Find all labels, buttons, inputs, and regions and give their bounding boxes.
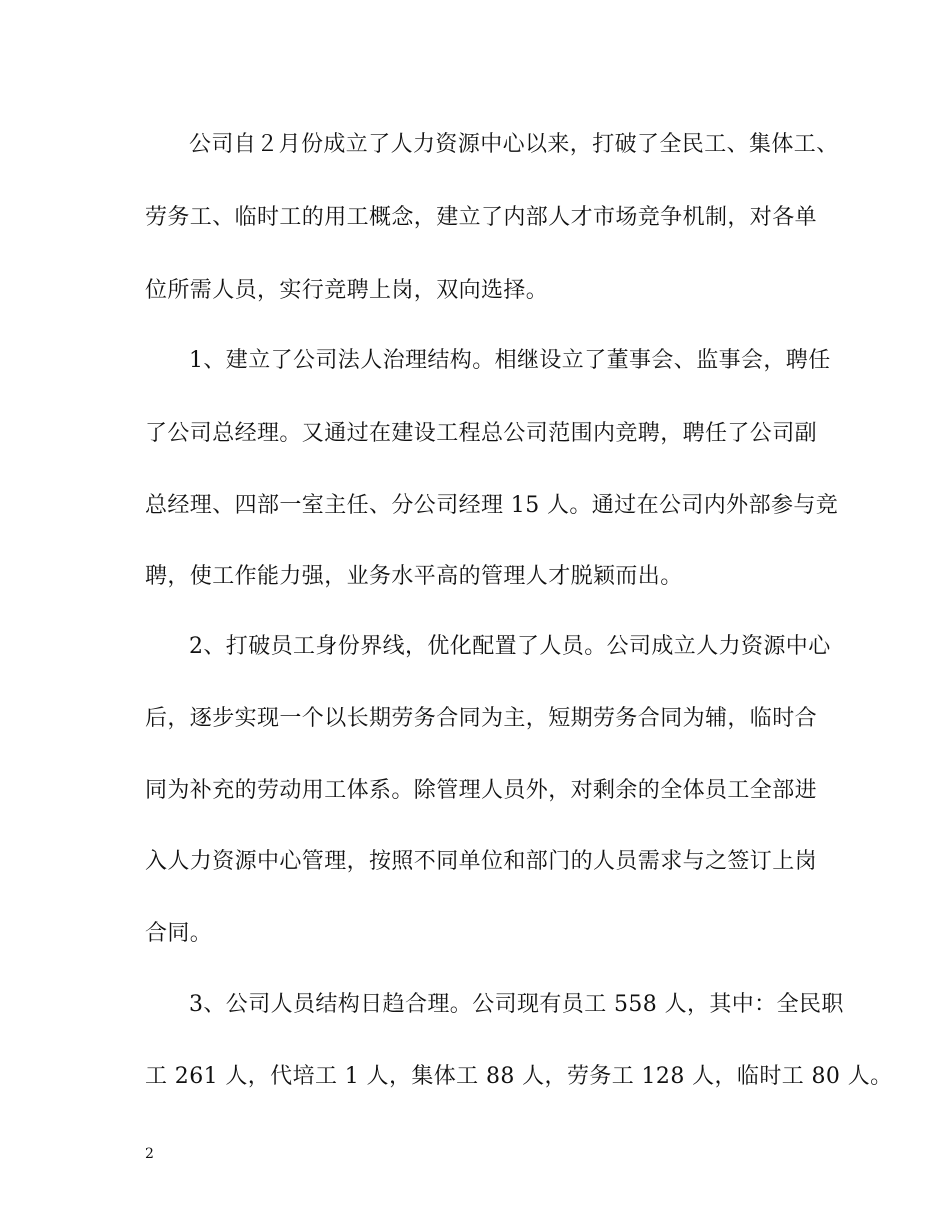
paragraph-4-line-1: 3、公司人员结构日趋合理。公司现有员工 558 人，其中：全民职 [189,992,844,1017]
paragraph-1-line-1: 公司自２月份成立了人力资源中心以来，打破了全民工、集体工、 [189,132,839,157]
paragraph-2-line-4: 聘，使工作能力强，业务水平高的管理人才脱颖而出。 [145,564,683,589]
page-number: 2 [145,1146,154,1162]
paragraph-2-line-1: 1、建立了公司法人治理结构。相继设立了董事会、监事会，聘任 [189,348,831,373]
paragraph-3-line-4: 入人力资源中心管理，按照不同单位和部门的人员需求与之签订上岗 [145,849,818,874]
paragraph-4-line-2: 工 261 人，代培工 1 人，集体工 88 人，劳务工 128 人，临时工 80 人。 [145,1064,893,1089]
paragraph-3-line-1: 2、打破员工身份界线，优化配置了人员。公司成立人力资源中心 [189,634,831,659]
paragraph-3-line-5: 合同。 [145,921,213,946]
paragraph-2-line-2: 了公司总经理。又通过在建设工程总公司范围内竞聘，聘任了公司副 [145,421,818,446]
paragraph-3-line-2: 后，逐步实现一个以长期劳务合同为主，短期劳务合同为辅，临时合 [145,706,818,731]
paragraph-2-line-3: 总经理、四部一室主任、分公司经理 15 人。通过在公司内外部参与竞 [145,493,839,518]
paragraph-3-line-3: 同为补充的劳动用工体系。除管理人员外，对剩余的全体员工全部进 [145,778,818,803]
paragraph-1-line-2: 劳务工、临时工的用工概念，建立了内部人才市场竞争机制，对各单 [145,205,818,230]
paragraph-1-line-3: 位所需人员，实行竞聘上岗，双向选择。 [145,278,549,303]
